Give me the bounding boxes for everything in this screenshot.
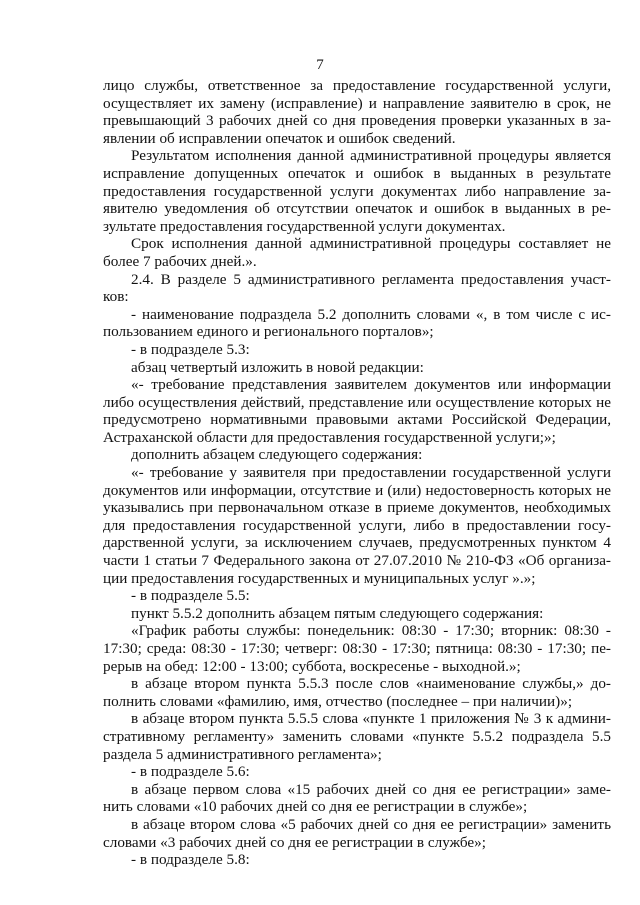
- document-body: [103, 77, 611, 869]
- text-line: рерыв на обед: 12:00 - 13:00; суббота, воскресенье - выходной.»;: [103, 657, 521, 675]
- text-line: предусмотрено нормативными правовыми актами Российской Федерации,: [103, 411, 611, 429]
- text-line: в абзаце втором пункта 5.5.3 после слов «наименование службы,» до-: [131, 675, 611, 693]
- page-number: 7: [316, 57, 324, 73]
- text-line: в абзаце первом слова «15 рабочих дней со дня ее регистрации» заме-: [131, 780, 611, 798]
- text-line: ции предоставления государственных и муниципальных услуг ».»;: [103, 569, 536, 587]
- text-line: - наименование подраздела 5.2 дополнить словами «, в том числе с ис-: [131, 305, 611, 323]
- text-line: более 7 рабочих дней.».: [103, 252, 257, 270]
- text-line: указывались при первоначальном отказе в приеме документов, необходимых: [103, 499, 611, 517]
- text-line: нить словами «10 рабочих дней со дня ее регистрации в службе»;: [103, 798, 528, 816]
- text-line: Результатом исполнения данной административной процедуры является: [131, 147, 611, 165]
- text-line: дополнить абзацем следующего содержания:: [131, 446, 423, 464]
- text-line: «График работы службы: понедельник: 08:30 - 17:30; вторник: 08:30 -: [131, 622, 611, 640]
- text-line: пользованием единого и регионального порталов»;: [103, 323, 434, 341]
- text-line: превышающий 3 рабочих дней со дня проведения проверки указанных в за-: [103, 112, 611, 130]
- text-line: - в подразделе 5.6:: [131, 763, 250, 781]
- text-line: либо осуществления действий, представление или осуществление которых не: [103, 393, 611, 411]
- text-line: Срок исполнения данной административной процедуры составляет не: [131, 235, 611, 253]
- text-line: лицо службы, ответственное за предоставление государственной услуги,: [103, 77, 611, 94]
- text-line: 2.4. В разделе 5 административного регламента предоставления участ-: [131, 270, 611, 288]
- text-line: словами «3 рабочих дней со дня ее регистрации в службе»;: [103, 833, 486, 851]
- text-line: - в подразделе 5.8:: [131, 851, 250, 869]
- text-line: пункт 5.5.2 дополнить абзацем пятым следующего содержания:: [131, 604, 544, 622]
- text-line: «- требование представления заявителем документов или информации: [131, 376, 611, 394]
- text-line: абзац четвертый изложить в новой редакции:: [131, 358, 424, 376]
- text-line: для предоставления государственной услуги, либо в предоставлении госу-: [103, 516, 611, 534]
- text-line: части 1 статьи 7 Федерального закона от 27.07.2010 № 210-ФЗ «Об организа-: [103, 552, 611, 570]
- text-line: - в подразделе 5.5:: [131, 587, 250, 605]
- text-line: зультате предоставления государственной услуги документах.: [103, 217, 506, 235]
- text-line: явлении об исправлении опечаток и ошибок сведений.: [103, 129, 456, 147]
- text-line: ков:: [103, 288, 129, 306]
- text-line: исправление допущенных опечаток и ошибок в выданных в результате: [103, 164, 611, 182]
- text-line: раздела 5 административного регламента»;: [103, 745, 382, 763]
- text-line: «- требование у заявителя при предоставлении государственной услуги: [131, 464, 611, 482]
- text-line: документов или информации, отсутствие и (или) недостоверность которых не: [103, 481, 611, 499]
- text-line: 17:30; среда: 08:30 - 17:30; четверг: 08:30 - 17:30; пятница: 08:30 - 17:30; пе-: [103, 640, 611, 657]
- text-line: в абзаце втором пункта 5.5.5 слова «пункте 1 приложения № 3 к админи-: [131, 710, 611, 728]
- text-line: стративному регламенту» заменить словами «пункте 5.5.2 подраздела 5.5: [103, 727, 611, 745]
- text-line: Астраханской области для предоставления государственной услуги;»;: [103, 428, 556, 446]
- text-line: дарственной услуги, за исключением случаев, предусмотренных пунктом 4: [103, 534, 611, 552]
- text-line: в абзаце втором слова «5 рабочих дней со дня ее регистрации» заменить: [131, 815, 611, 833]
- text-line: явителю уведомления об отсутствии опечаток и ошибок в выданных в ре-: [103, 200, 611, 218]
- text-line: полнить словами «фамилию, имя, отчество (последнее – при наличии)»;: [103, 692, 573, 710]
- text-line: - в подразделе 5.3:: [131, 340, 250, 358]
- text-line: осуществляет их замену (исправление) и направление заявителю в срок, не: [103, 94, 611, 112]
- text-line: предоставления государственной услуги документах либо направление за-: [103, 182, 611, 200]
